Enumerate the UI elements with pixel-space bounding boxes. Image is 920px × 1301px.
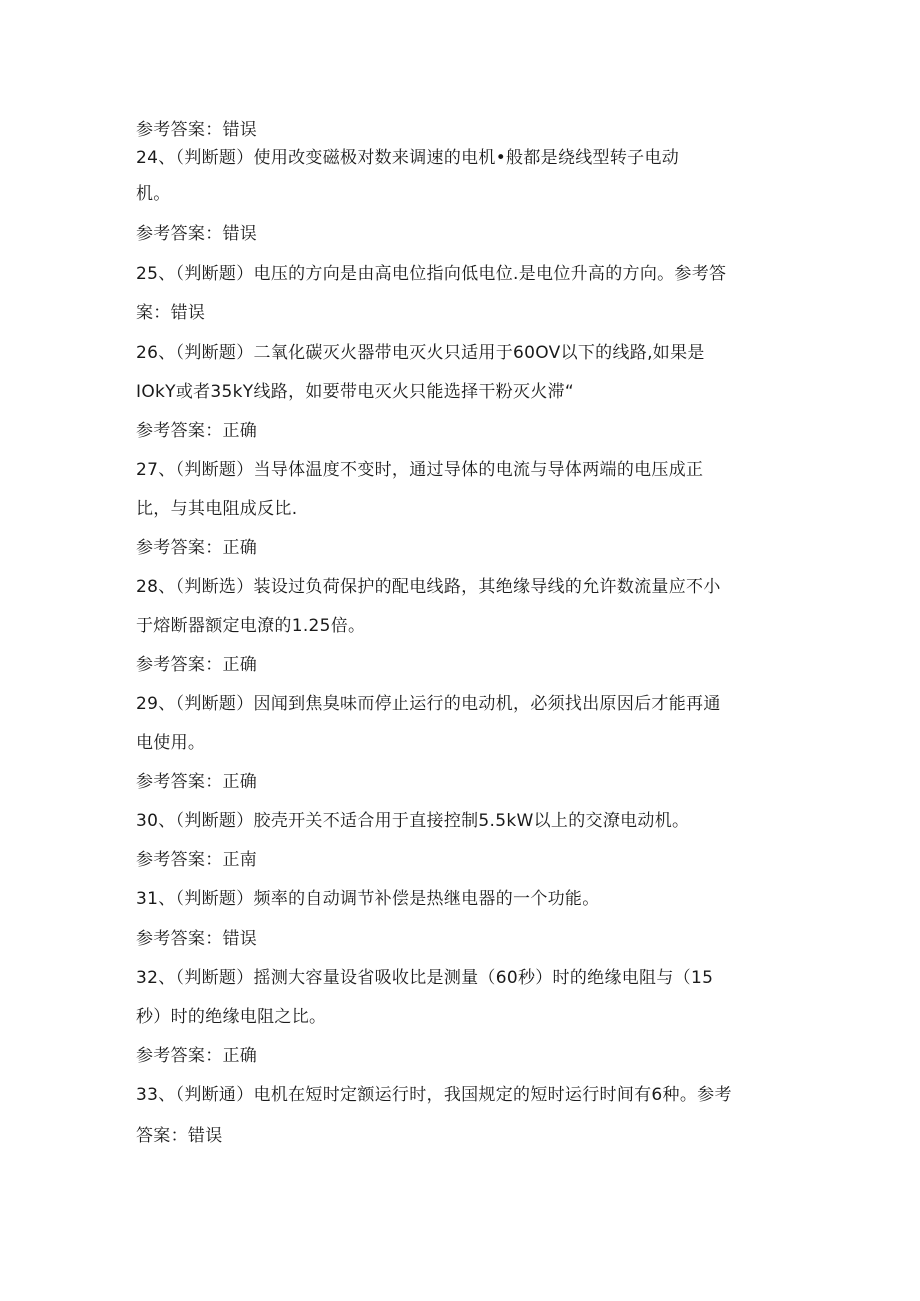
question-30-line-1: 30、（判断题）胶壳开关不适合用于直接控制5.5kW以上的交潦电动机。 (136, 811, 690, 831)
question-28-line-2: 于熔断器额定电潦的1.25倍。 (136, 616, 366, 636)
answer-32: 参考答案：正确 (136, 1046, 258, 1066)
answer-27: 参考答案：正确 (136, 538, 258, 558)
question-24-line-1: 24、（判断题）使用改变磁极对数来调速的电机•般都是绕线型转子电动 (136, 148, 680, 168)
question-27-line-1: 27、（判断题）当导体温度不变时，通过导体的电流与导体两端的电压成正 (136, 460, 704, 480)
question-27-line-2: 比，与其电阻成反比. (136, 499, 298, 519)
question-24-line-2: 机。 (136, 184, 171, 204)
question-33-line-1: 33、（判断通）电机在短时定额运行时，我国规定的短时运行时间有6种。参考 (136, 1085, 732, 1105)
answer-30: 参考答案：正南 (136, 850, 258, 870)
answer-29: 参考答案：正确 (136, 772, 258, 792)
answer-24: 参考答案：错误 (136, 224, 258, 244)
question-32-line-1: 32、（判断题）摇测大容量设省吸收比是测量（60秒）时的绝缘电阻与（15 (136, 968, 714, 988)
question-25-line-2: 案：错误 (136, 303, 206, 323)
question-32-line-2: 秒）时的绝缘电阻之比。 (136, 1007, 327, 1027)
answer-line: 参考答案：错误 (136, 120, 258, 140)
question-26-line-2: IOkY或者35kY线路，如要带电灭火只能选择干粉灭火滞“ (136, 382, 574, 402)
answer-31: 参考答案：错误 (136, 929, 258, 949)
question-25-line-1: 25、（判断题）电压的方向是由高电位指向低电位.是电位升高的方向。参考答 (136, 264, 727, 284)
question-28-line-1: 28、（判断选）装设过负荷保护的配电线路，其绝缘导线的允许数流量应不小 (136, 577, 721, 597)
question-29-line-2: 电使用。 (136, 733, 206, 753)
question-33-line-2: 答案：错误 (136, 1126, 223, 1146)
question-29-line-1: 29、（判断题）因闻到焦臭味而停止运行的电动机，必须找出原因后才能再通 (136, 694, 721, 714)
question-31-line-1: 31、（判断题）频率的自动调节补偿是热继电器的一个功能。 (136, 889, 600, 909)
question-26-line-1: 26、（判断题）二氧化碳灭火器带电灭火只适用于60OV以下的线路,如果是 (136, 343, 705, 363)
answer-28: 参考答案：正确 (136, 655, 258, 675)
answer-26: 参考答案：正确 (136, 421, 258, 441)
